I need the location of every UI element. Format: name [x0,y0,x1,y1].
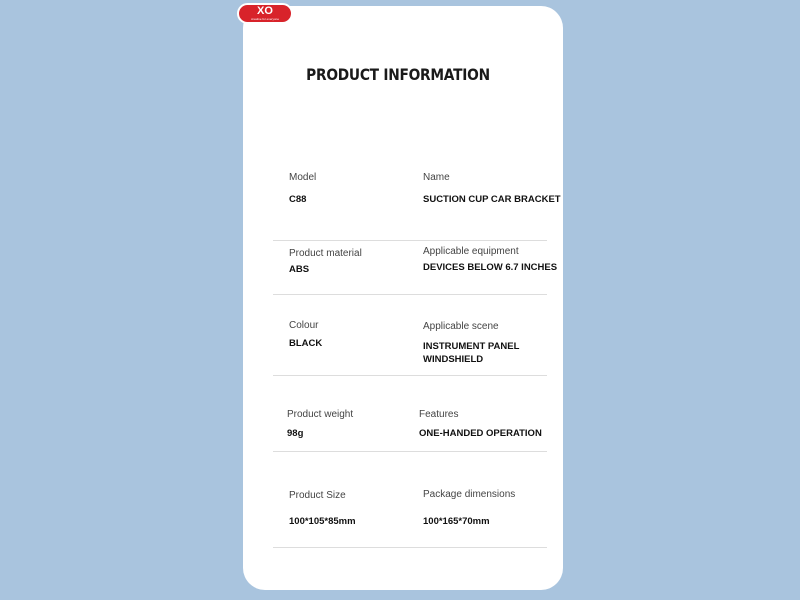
spec-value-features: ONE-HANDED OPERATION [419,428,542,439]
spec-value-material: ABS [289,264,310,275]
page-title: PRODUCT INFORMATION [306,65,490,84]
spec-value-size: 100*105*85mm [289,516,356,527]
spec-value-model: C88 [289,194,307,205]
spec-value-package: 100*165*70mm [423,516,490,527]
spec-value-colour: BLACK [289,338,323,349]
spec-row-weight [273,375,547,452]
spec-value-equipment: DEVICES BELOW 6.7 INCHES [423,262,558,273]
spec-label-name: Name [423,172,450,183]
brand-tagline: creative for everyone [250,17,279,21]
spec-label-model: Model [289,172,317,183]
spec-label-material: Product material [289,248,362,259]
spec-label-equipment: Applicable equipment [423,246,519,257]
spec-value-name: SUCTION CUP CAR BRACKET [423,194,561,205]
spec-row-colour [273,294,547,376]
spec-label-package: Package dimensions [423,489,516,500]
spec-label-colour: Colour [289,320,319,331]
brand-logo [237,3,293,24]
spec-label-weight: Product weight [287,409,354,420]
spec-row-material [273,240,558,295]
spec-label-scene: Applicable scene [423,321,499,332]
brand-logo-text: XO [257,5,273,17]
spec-value-scene-line-2: WINDSHIELD [423,354,484,365]
spec-value-scene-line-1: INSTRUMENT PANEL [423,341,520,352]
spec-value-weight: 98g [287,428,304,439]
spec-row-size [273,451,547,548]
spec-label-size: Product Size [289,490,346,501]
spec-row-model [273,166,561,241]
spec-label-features: Features [419,409,459,420]
product-info-card [243,6,563,590]
spec-value-scene [423,340,519,366]
